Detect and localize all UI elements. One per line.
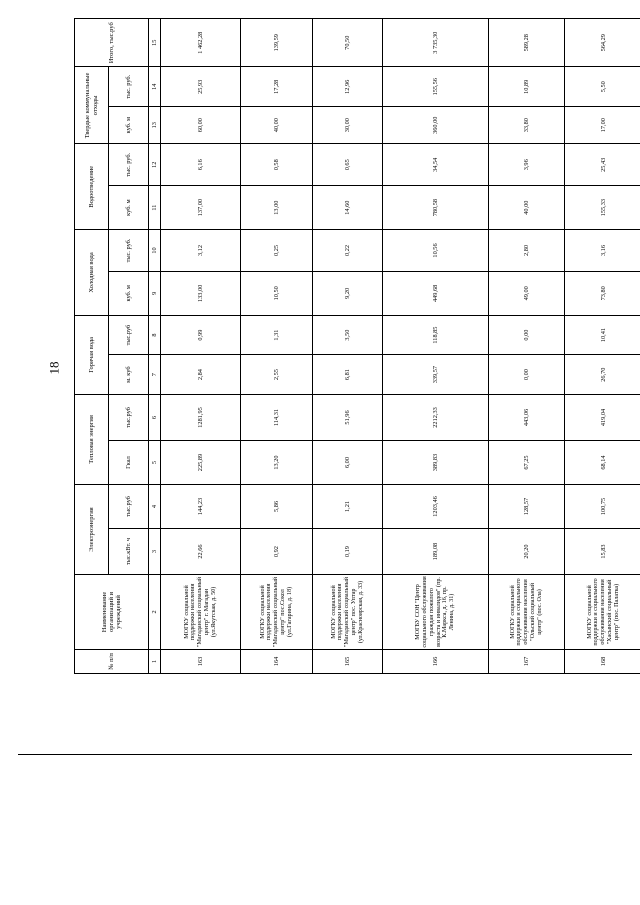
value-cell: 0,99	[161, 315, 241, 355]
subheader-cell: куб. м	[109, 107, 149, 144]
row-number: 167	[489, 649, 565, 673]
total-cell: 589,28	[489, 19, 565, 67]
value-cell: 0,92	[241, 528, 313, 574]
value-cell: 10,41	[565, 315, 640, 355]
column-number: 4	[149, 485, 161, 529]
value-cell: 2212,33	[383, 394, 489, 440]
value-cell: 3,12	[161, 230, 241, 272]
value-cell: 449,68	[383, 271, 489, 315]
column-number: 2	[149, 575, 161, 650]
value-cell: 339,57	[383, 355, 489, 395]
value-cell: 26,70	[565, 355, 640, 395]
value-cell: 25,93	[161, 67, 241, 107]
organization-name: МОГКУ социальной поддержки и социального обслуживания населения "Ольский социальный центр" (пос. Ола)	[489, 575, 565, 650]
value-cell: 2,80	[489, 230, 565, 272]
header-cold-water: Холодная вода	[75, 230, 109, 316]
value-cell: 10,56	[383, 230, 489, 272]
value-cell: 67,25	[489, 441, 565, 485]
value-cell: 2,84	[161, 355, 241, 395]
header-solid-waste: Твердые коммунальные отходы	[75, 67, 109, 144]
table-row	[313, 19, 383, 674]
value-cell: 6,16	[161, 144, 241, 186]
table-row	[565, 19, 640, 674]
row-number: 166	[383, 649, 489, 673]
header-total: Итого, тыс.руб	[75, 19, 149, 67]
header-name: Наименование организаций и учреждений	[75, 575, 149, 650]
subheader-cell: тыс.кВт. ч	[109, 528, 149, 574]
value-cell: 189,08	[383, 528, 489, 574]
value-cell: 73,80	[565, 271, 640, 315]
header-num: № п/п	[75, 649, 149, 673]
column-number: 3	[149, 528, 161, 574]
subheader-cell: тыс.руб	[109, 315, 149, 355]
value-cell: 128,57	[489, 485, 565, 529]
value-cell: 17,00	[565, 107, 640, 144]
value-cell: 360,00	[383, 107, 489, 144]
value-cell: 40,00	[489, 186, 565, 230]
value-cell: 1,31	[241, 315, 313, 355]
value-cell: 6,00	[313, 441, 383, 485]
subheader-cell: тыс.руб	[109, 485, 149, 529]
row-number: 163	[161, 649, 241, 673]
value-cell: 49,00	[489, 271, 565, 315]
value-cell: 1203,46	[383, 485, 489, 529]
header-hot-water: Горячая вода	[75, 315, 109, 394]
column-number: 13	[149, 107, 161, 144]
value-cell: 0,65	[313, 144, 383, 186]
value-cell: 12,96	[313, 67, 383, 107]
value-cell: 780,58	[383, 186, 489, 230]
value-cell: 60,00	[161, 107, 241, 144]
value-cell: 155,56	[383, 67, 489, 107]
value-cell: 13,20	[241, 441, 313, 485]
utilities-table	[74, 18, 640, 674]
header-electricity: Электроэнергия	[75, 485, 109, 575]
value-cell: 133,00	[161, 271, 241, 315]
table-row	[489, 19, 565, 674]
subheader-cell: куб. м	[109, 186, 149, 230]
value-cell: 443,06	[489, 394, 565, 440]
subheader-cell: тыс.руб	[109, 394, 149, 440]
subheader-cell: тыс. руб.	[109, 144, 149, 186]
column-number: 1	[149, 649, 161, 673]
organization-name: МОГКУ социальной поддержки населения "Магаданский социальный центр" пос.Сокол (ул.Гагарина, д. 18)	[241, 575, 313, 650]
subheader-cell: тыс. руб.	[109, 67, 149, 107]
organization-name: МОГКУ социальной поддержки населения "Магаданский социальный центр" пос. Уптар (ул.Красноярская, д. 33)	[313, 575, 383, 650]
value-cell: 0,22	[313, 230, 383, 272]
value-cell: 10,50	[241, 271, 313, 315]
organization-name: МОГКУ социальной поддержки населения "Магаданский социальный центр" г. Магадан (ул.Якутская, д. 50)	[161, 575, 241, 650]
subheader-cell: м. куб	[109, 355, 149, 395]
value-cell: 15,83	[565, 528, 640, 574]
column-number: 9	[149, 271, 161, 315]
value-cell: 3,96	[489, 144, 565, 186]
total-cell: 70,50	[313, 19, 383, 67]
value-cell: 3,50	[313, 315, 383, 355]
value-cell: 0,58	[241, 144, 313, 186]
total-cell: 1 462,28	[161, 19, 241, 67]
total-cell: 564,29	[565, 19, 640, 67]
row-number: 165	[313, 649, 383, 673]
separator-line	[18, 754, 632, 755]
value-cell: 0,00	[489, 355, 565, 395]
value-cell: 14,60	[313, 186, 383, 230]
value-cell: 25,43	[565, 144, 640, 186]
subheader-cell: Гкал	[109, 441, 149, 485]
page-number: 18	[46, 361, 62, 375]
column-number: 5	[149, 441, 161, 485]
row-number: 168	[565, 649, 640, 673]
value-cell: 17,28	[241, 67, 313, 107]
column-number: 15	[149, 19, 161, 67]
organization-name: МОГБУ СОН "Центр социального обслуживания граждан пожилого возраста и инвалидов" (пр. К.Маркса, д. 16, пр. Ленина, д. 31)	[383, 575, 489, 650]
table-row	[383, 19, 489, 674]
subheader-cell: куб. м	[109, 271, 149, 315]
value-cell: 1,21	[313, 485, 383, 529]
value-cell: 68,14	[565, 441, 640, 485]
value-cell: 155,33	[565, 186, 640, 230]
value-cell: 2,55	[241, 355, 313, 395]
value-cell: 40,00	[241, 107, 313, 144]
value-cell: 22,66	[161, 528, 241, 574]
value-cell: 100,75	[565, 485, 640, 529]
value-cell: 13,00	[241, 186, 313, 230]
organization-name: МОГКУ социальной поддержки и социального обслуживания населения "Хасынский социальный центр" (пос. Палатка)	[565, 575, 640, 650]
value-cell: 225,89	[161, 441, 241, 485]
value-cell: 1281,95	[161, 394, 241, 440]
column-number: 8	[149, 315, 161, 355]
value-cell: 6,81	[313, 355, 383, 395]
column-number: 14	[149, 67, 161, 107]
value-cell: 3,16	[565, 230, 640, 272]
value-cell: 137,00	[161, 186, 241, 230]
value-cell: 0,19	[313, 528, 383, 574]
row-number: 164	[241, 649, 313, 673]
column-number: 10	[149, 230, 161, 272]
header-wastewater: Водоотведение	[75, 144, 109, 230]
total-cell: 3 735,30	[383, 19, 489, 67]
value-cell: 33,80	[489, 107, 565, 144]
value-cell: 5,50	[565, 67, 640, 107]
value-cell: 419,04	[565, 394, 640, 440]
value-cell: 51,96	[313, 394, 383, 440]
column-number: 7	[149, 355, 161, 395]
column-number: 11	[149, 186, 161, 230]
value-cell: 34,54	[383, 144, 489, 186]
table-container	[74, 18, 640, 674]
header-heat: Тепловая энергия	[75, 394, 109, 484]
value-cell: 389,83	[383, 441, 489, 485]
value-cell: 30,00	[313, 107, 383, 144]
column-number: 6	[149, 394, 161, 440]
total-cell: 139,59	[241, 19, 313, 67]
subheader-cell: тыс. руб.	[109, 230, 149, 272]
value-cell: 114,31	[241, 394, 313, 440]
value-cell: 10,89	[489, 67, 565, 107]
value-cell: 20,20	[489, 528, 565, 574]
table-row	[161, 19, 241, 674]
value-cell: 9,20	[313, 271, 383, 315]
column-number: 12	[149, 144, 161, 186]
value-cell: 118,85	[383, 315, 489, 355]
table-row	[241, 19, 313, 674]
value-cell: 0,25	[241, 230, 313, 272]
value-cell: 5,86	[241, 485, 313, 529]
value-cell: 0,00	[489, 315, 565, 355]
value-cell: 144,23	[161, 485, 241, 529]
